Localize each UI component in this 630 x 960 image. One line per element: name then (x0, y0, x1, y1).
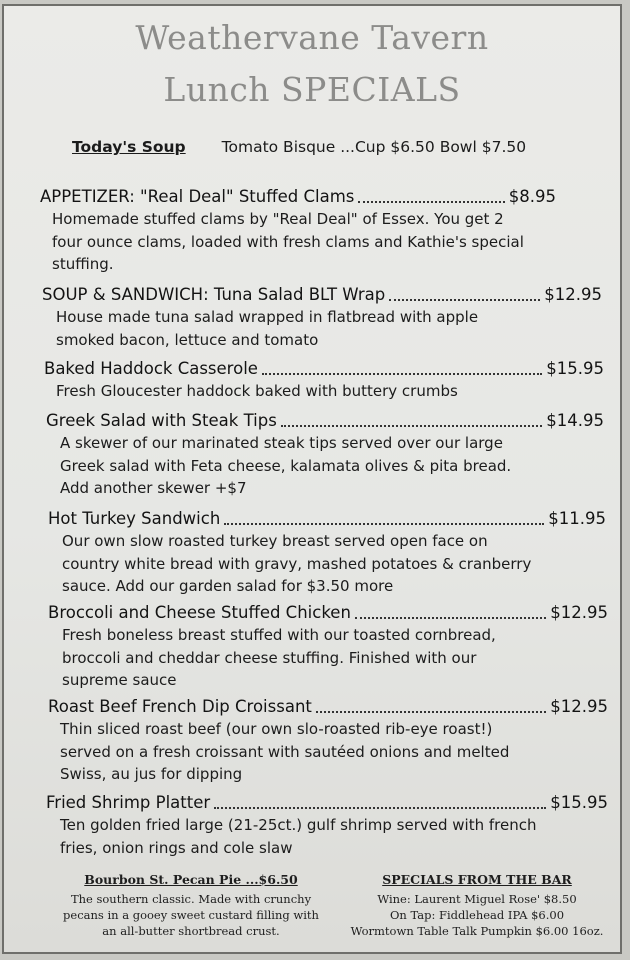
item-desc-line: Our own slow roasted turkey breast served open face on (62, 532, 488, 550)
item-desc-line: Add another skewer +$7 (60, 479, 247, 498)
bar-line: Wormtown Table Talk Pumpkin $6.00 16oz. (350, 923, 604, 938)
item-desc-line: served on a fresh croissant with sautéed onions and melted (60, 742, 510, 761)
leader-dots (214, 807, 546, 809)
item-desc-line: country white bread with gravy, mashed potatoes & cranberry (62, 554, 532, 573)
leader-dots (355, 617, 546, 619)
item-desc-line: Homemade stuffed clams by "Real Deal" of Essex. You get 2 (52, 210, 504, 228)
item-name: Baked Haddock Casserole (44, 359, 258, 378)
item-desc-line: Fresh boneless breast stuffed with our toasted cornbread, (62, 626, 496, 644)
restaurant-name: Weathervane Tavern (135, 18, 489, 57)
menu-item (4, 509, 624, 598)
item-name: Fried Shrimp Platter (46, 793, 211, 812)
menu-item (4, 603, 624, 692)
soup-text: Tomato Bisque ...Cup $6.50 Bowl $7.50 (221, 138, 527, 156)
item-desc-line: House made tuna salad wrapped in flatbread with apple (56, 308, 479, 326)
leader-dots (389, 299, 540, 301)
soup-label: Today's Soup (72, 138, 186, 156)
soup-of-the-day (72, 138, 526, 156)
item-price: $12.95 (550, 697, 608, 716)
bar-title: SPECIALS FROM THE BAR (382, 872, 572, 887)
bar-specials (342, 872, 612, 939)
leader-dots (281, 425, 542, 427)
menu-title: Lunch SPECIALS (163, 70, 461, 109)
item-desc-line: smoked bacon, lettuce and tomato (56, 330, 319, 349)
item-desc-line: supreme sauce (62, 671, 177, 690)
item-price: $12.95 (544, 285, 602, 304)
item-name: Broccoli and Cheese Stuffed Chicken (48, 603, 351, 622)
item-desc-line: Ten golden fried large (21-25ct.) gulf shrimp served with french (60, 816, 537, 834)
leader-dots (262, 373, 542, 375)
leader-dots (316, 711, 546, 713)
item-desc-line: Fresh Gloucester haddock baked with buttery crumbs (56, 382, 458, 400)
item-desc-line: broccoli and cheddar cheese stuffing. Finished with our (62, 648, 477, 667)
dessert-desc-line: The southern classic. Made with crunchy (70, 892, 312, 906)
menu-item (4, 411, 624, 500)
item-desc-line: A skewer of our marinated steak tips served over our large (60, 434, 503, 452)
item-price: $11.95 (548, 509, 606, 528)
item-price: $8.95 (508, 187, 556, 206)
item-name: Greek Salad with Steak Tips (46, 411, 277, 430)
item-desc-line: Swiss, au jus for dipping (60, 765, 243, 784)
item-name: SOUP & SANDWICH: Tuna Salad BLT Wrap (42, 285, 386, 304)
item-desc-line: stuffing. (52, 255, 114, 274)
item-name: Hot Turkey Sandwich (48, 509, 221, 528)
menu-item (4, 793, 624, 859)
menu-sheet (2, 4, 622, 954)
menu-item (4, 187, 624, 276)
dessert-desc-line: an all-butter shortbread crust. (102, 923, 280, 938)
item-price: $15.95 (546, 359, 604, 378)
bar-line: On Tap: Fiddlehead IPA $6.00 (389, 907, 565, 922)
leader-dots (358, 201, 504, 203)
item-price: $15.95 (550, 793, 608, 812)
dessert-special (56, 872, 326, 939)
item-name: APPETIZER: "Real Deal" Stuffed Clams (40, 187, 355, 206)
item-desc-line: sauce. Add our garden salad for $3.50 more (62, 577, 394, 596)
item-desc-line: Thin sliced roast beef (our own slo-roasted rib-eye roast!) (60, 720, 493, 738)
item-name: Roast Beef French Dip Croissant (48, 697, 312, 716)
item-desc-line: four ounce clams, loaded with fresh clams and Kathie's special (52, 232, 524, 251)
dessert-desc-line: pecans in a gooey sweet custard filling with (63, 907, 319, 922)
item-price: $14.95 (546, 411, 604, 430)
menu-item (4, 697, 624, 786)
menu-item (4, 285, 624, 351)
item-desc-line: Greek salad with Feta cheese, kalamata olives & pita bread. (60, 456, 512, 475)
bar-line: Wine: Laurent Miguel Rose' $8.50 (377, 892, 577, 906)
item-price: $12.95 (550, 603, 608, 622)
leader-dots (224, 523, 544, 525)
item-desc-line: fries, onion rings and cole slaw (60, 838, 293, 857)
menu-item (4, 359, 624, 403)
dessert-title: Bourbon St. Pecan Pie ...$6.50 (84, 872, 298, 887)
